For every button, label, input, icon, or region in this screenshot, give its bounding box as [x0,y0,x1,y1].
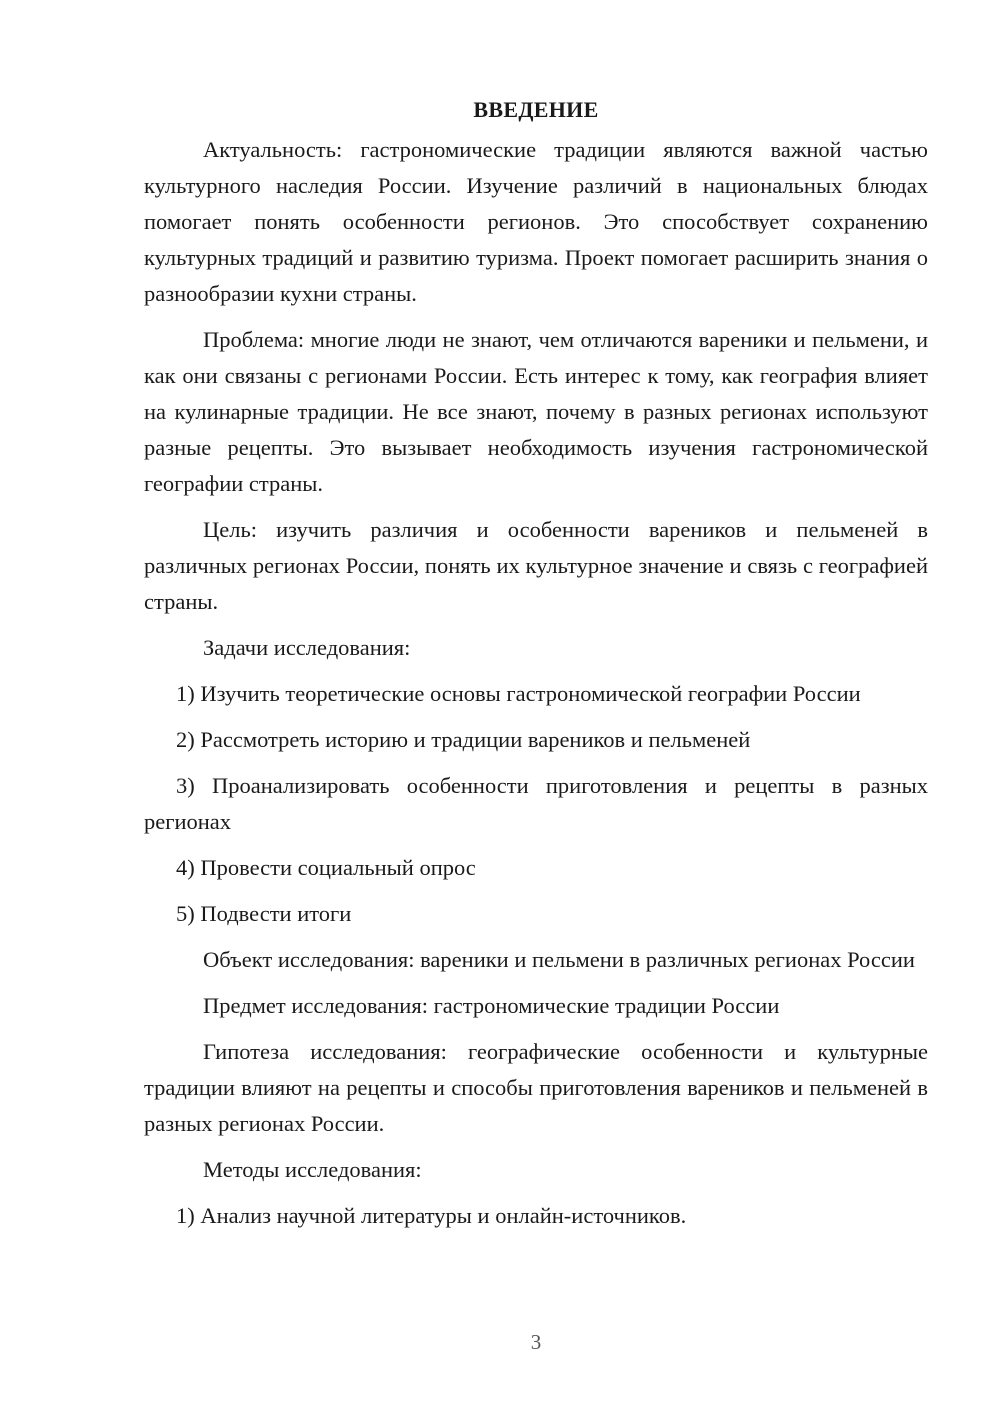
task-item-4: 4) Провести социальный опрос [176,855,476,880]
page-content [144,92,928,1234]
paragraph-hypothesis: Гипотеза исследования: географические особенности и культурные традиции влияют на рецепты и способы приготовления вареников и пельменей в разных регионах России. [144,1039,928,1136]
paragraph-object: Объект исследования: вареники и пельмени в различных регионах России [203,947,915,972]
task-item-1: 1) Изучить теоретические основы гастрономической географии России [176,681,861,706]
page-number: 3 [530,1330,542,1354]
task-item-2: 2) Рассмотреть историю и традиции вареников и пельменей [176,727,751,752]
task-item-5: 5) Подвести итоги [176,901,352,926]
paragraph-problem: Проблема: многие люди не знают, чем отличаются вареники и пельмени, и как они связаны с регионами России. Есть интерес к тому, как география влияет на кулинарные традиции. Не все знают, почему в разных регионах используют разные рецепты. Это вызывает необходимость изучения гастрономической географии страны. [144,327,928,496]
section-heading: ВВЕДЕНИЕ [473,97,599,122]
methods-title: Методы исследования: [203,1157,422,1182]
paragraph-subject: Предмет исследования: гастрономические традиции России [203,993,780,1018]
paragraph-goal: Цель: изучить различия и особенности вареников и пельменей в различных регионах России, понять их культурное значение и связь с географией страны. [144,517,928,614]
paragraph-relevance: Актуальность: гастрономические традиции являются важной частью культурного наследия России. Изучение различий в национальных блюдах помогает понять особенности регионов. Это способствует сохранению культурных традиций и развитию туризма. Проект помогает расширить знания о разнообразии кухни страны. [144,137,928,306]
method-item-1: 1) Анализ научной литературы и онлайн-источников. [176,1203,687,1228]
task-item-3: 3) Проанализировать особенности приготовления и рецепты в разных регионах [144,773,928,834]
tasks-title: Задачи исследования: [203,635,411,660]
